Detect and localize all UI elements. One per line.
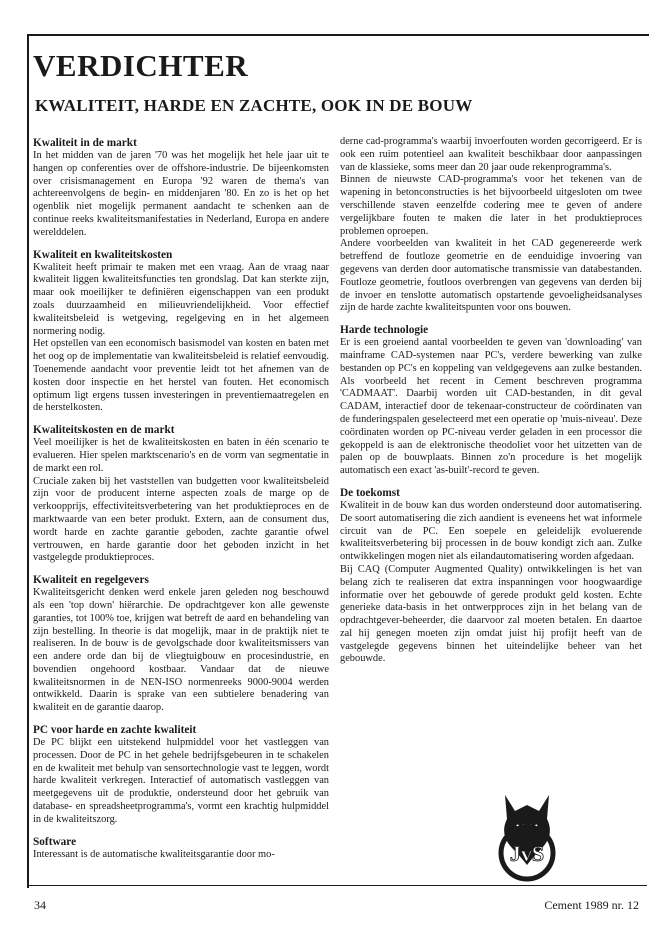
publication-source: Cement 1989 nr. 12 xyxy=(544,898,639,912)
section-heading: De toekomst xyxy=(340,486,400,499)
page-number: 34 xyxy=(34,898,46,912)
section-kicker: VERDICHTER xyxy=(33,48,249,83)
article-section xyxy=(33,248,329,416)
section-heading: Kwaliteit en kwaliteitskosten xyxy=(33,248,173,261)
article-section xyxy=(33,423,329,565)
body-paragraph: De PC blijkt een uitstekend hulpmiddel voor het vastleggen van processen. Door de PC in het gehele bedrijfsgebeuren in te schakelen en de kwaliteit met behulp van sensortechnologie vast te leggen, wordt harde kwaliteit verkregen. Interactief of automatisch vastleggen van meetgegevens uit de produktie, ondersteund door het gebruik van database- en spreadsheetprogramma's, vormt een krachtig hulpmiddel in de kwaliteitszorg. xyxy=(33,737,329,825)
section-heading: Kwaliteitskosten en de markt xyxy=(33,424,175,437)
article-title: KWALITEIT, HARDE EN ZACHTE, OOK IN DE BOUW xyxy=(35,96,473,115)
article-section xyxy=(340,136,642,315)
body-paragraph: Kwaliteit heeft primair te maken met een vraag. Aan de vraag naar kwaliteit liggen kwaliteitsfuncties ten grondslag. Dat kan sterkte zijn, maar ook moeilijker te definiëren eigenschappen van een produkt zoals duurzaamheid en milieuvriendelijkheid. Voor effectief kwaliteitsbeleid is wetgeving, regelgeving en in het algemeen normering nodig. xyxy=(33,261,329,337)
logo-initials: JvS xyxy=(509,841,545,866)
article-section xyxy=(33,136,329,240)
section-heading: PC voor harde en zachte kwaliteit xyxy=(33,724,197,737)
right-column xyxy=(340,136,642,674)
body-paragraph: Andere voorbeelden van kwaliteit in het CAD gegenereerde werk betreffend de foutloze geometrie en de eenduidige invoering van gegevens van derden door automatische transmissie van databestanden. Foutloze geometrie, foutloos overbrengen van gegevens van derden bij de invoer en tenslotte automatisch opstartende gevoeligheidsanalyses zijn de harde zachte kwaliteitspunten voor ons bouwen. xyxy=(340,238,642,314)
body-paragraph: Interessant is de automatische kwaliteitsgarantie door mo- xyxy=(33,848,275,860)
left-column xyxy=(33,136,329,869)
section-heading: Software xyxy=(33,835,77,848)
fox-logo xyxy=(477,791,577,883)
article-section xyxy=(33,573,329,715)
article-section xyxy=(340,323,642,478)
section-heading: Kwaliteit in de markt xyxy=(33,137,137,149)
body-paragraph: Veel moeilijker is het de kwaliteitskosten en baten in één scenario te evalueren. Hier spelen marktscenario's en de vorm van segmentatie in de markt een rol. xyxy=(33,437,329,474)
body-paragraph: Kwaliteit in de bouw kan dus worden ondersteund door automatisering. De soort automatisering die zich aandient is eveneens het wat informele circuit van de PC. Een soepele en geleidelijk evoluerende kwaliteitsverbetering bij processen in de bouw kondigt zich aan. Zulke ontwikkelingen mogen niet als eilandautomatisering worden afgedaan. xyxy=(340,499,642,563)
body-paragraph: Bij CAQ (Computer Augmented Quality) ontwikkelingen is het van belang zich te realiseren dat extra inspanningen voor hoogwaardige informatie over het gebouwde of gerede produkt geld kosten. Echte generieke data-basis in het ontwerpproces zijn in het belang van de opdrachtgever-beheerder, die daarvoor zal moeten betalen. En daartoe zal hij genegen moeten zijn omdat juist hij profijt heeft van de vastgelegde gegevens binnen het uiteindelijke beheer van het gebouwde. xyxy=(340,563,642,665)
article-section xyxy=(340,486,642,666)
body-paragraph: Cruciale zaken bij het vaststellen van budgetten voor kwaliteitsbeleid zijn voor de producent interne aspecten zoals de marge op de verkoopprijs, effectiviteitsverbetering van het produktieproces en de marktwaarde van een beter produkt. Extern, aan de consument dus, wordt harde en zachte garantie geboden, zachte garantie ofwel vertrouwen, en harde garantie door het geboden inzicht in het vastgelegde produktieproces. xyxy=(33,475,329,564)
bottom-rule xyxy=(27,885,647,886)
section-heading: Harde technologie xyxy=(340,324,429,337)
section-heading: Kwaliteit en regelgevers xyxy=(33,574,149,587)
body-paragraph: Het opstellen van een economisch basismodel van kosten en baten met het oog op de implementatie van kwaliteitsbeleid is relatief eenvoudig. Toenemende aandacht voor preventie leidt tot het afnemen van de kosten door inspectie en het herstel van fouten. Het economisch optimum ligt ergens tussen investeringen in preventiemaatregelen en de herstelkosten. xyxy=(33,338,329,414)
body-paragraph: Er is een groeiend aantal voorbeelden te geven van 'downloading' van mainframe CAD-systemen naar PC's, verdere bewerking van zulke bestanden op PC's en koppeling van veldgegevens aan zulke bestanden. Als voorbeeld het recent in Cement beschreven programma 'CADMAAT'. Daarbij worden uit CAD-bestanden, in dit geval CADAM, interactief door de tekenaar-constructeur de coördinaten van de funderingspalen geselecteerd met een operatie op 'muis-niveau'. Deze coördinaten worden op PC-niveau verder geladen in een processor die gekoppeld is aan de elektronische theodoliet voor het uitzetten van de palen op de bouwplaats. Binnen zo'n procedure is het mogelijk automatisch een exact 'as-built'-record te geven. xyxy=(340,337,642,477)
body-paragraph: Kwaliteitsgericht denken werd enkele jaren geleden nog beschouwd als een 'top down' hiërarchie. De opdrachtgever kon alle gewenste garanties, tot 100% toe, krijgen wat betreft de aard en behandeling van zijn bestelling. In theorie is dat mogelijk, maar in de praktijk niet te realiseren. In de bouw is de gevolgschade door kwaliteitsmissers van een andere orde dan bij de vliegtuigbouw en procesindustrie, en bovendien ongehoord kostbaar. Vandaar dat de nieuwe kwaliteitsnormen in de NEN-ISO normenreeks 9000-9004 werden ontwikkeld. Daarin is sprake van een subtielere benadering van kwaliteit en de garantie daarop. xyxy=(33,587,329,714)
article-section xyxy=(33,723,329,827)
body-paragraph: derne cad-programma's waarbij invoerfouten worden gecorrigeerd. Er is ook een ruim potentieel aan kwaliteit beschikbaar door aanpassingen van de klassieke, soms meer dan 20 jaar oude rekenprogramma's. xyxy=(340,136,642,173)
body-paragraph: In het midden van de jaren '70 was het mogelijk het hele jaar uit te hangen op conferenties over de offshore-industrie. De bijeenkomsten over crisismanagement en Europa '92 waren de thema's van achtereenvolgens de begin- en middenjaren '80. En zo is het op het ogenblik niet mogelijk permanent aandacht te schenken aan de continue reeks kwaliteitsmanifestaties in Nederland, Europa en andere werelddelen. xyxy=(33,150,329,238)
body-paragraph: Binnen de nieuwste CAD-programma's voor het tekenen van de wapening in betonconstructies is het bijvoorbeeld uitgesloten om twee verschillende staven eenzelfde codering mee te geven of andere vergelijkbare fouten te maken die later in het produktieproces problemen oproepen. xyxy=(340,174,642,237)
article-section xyxy=(33,835,329,862)
